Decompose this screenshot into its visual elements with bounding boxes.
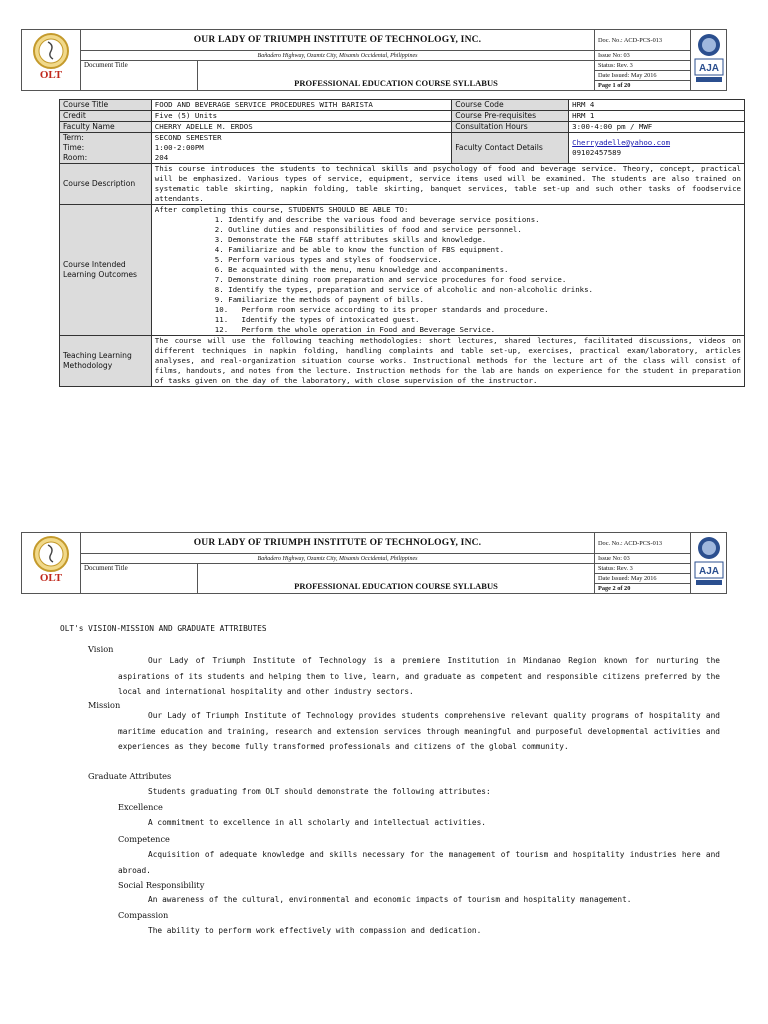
institution-address: Bañadero Highway, Ozamiz City, Misamis Occidental, Philippines [81,51,595,61]
learning-outcomes [151,205,744,336]
teaching-methodology: The course will use the following teaching methodologies: short lectures, shared lectures, facilitated discussions, videos on different techniques in napkin folding, handling complaints and table set-up, exercises, practical exam/laboratory, articles analyses, and real-organization situation course works. Instructional methods for the lecture art of the class will consist of films, handouts, and notes from the lecture. Instruction methods for the lab are hands on experience for the student in preparation of tasks given on the day of the laboratory, with close supervision of the instructor. [151,336,744,387]
prerequisites-label: Course Pre-requisites [452,111,569,122]
institution-name: OUR LADY OF TRIUMPH INSTITUTE OF TECHNOLOGY, INC. [81,30,595,51]
aja-badge-icon [694,32,724,84]
course-title: FOOD AND BEVERAGE SERVICE PROCEDURES WITH BARISTA [151,100,451,111]
document-title-label: Document Title [81,61,198,90]
learning-outcome-item: 2. Outline duties and responsibilities of food and service personnel. [214,225,522,234]
doc-number: Doc. No.: ACD-PCS-013 [595,30,691,51]
vision-text: Our Lady of Triumph Institute of Technology is a premiere Institution in Mindanao Region known for nurturing the aspirations of its students and helping them to live, learn, and graduate as competent and responsible citizens preferred by the local and international hospitality and other industry sectors. [118,656,720,696]
room: 204 [154,153,169,162]
learning-outcome-item: 3. Demonstrate the F&B staff attributes skills and knowledge. [214,235,487,244]
faculty-contact [569,133,745,164]
aja-badge-icon [694,535,724,587]
document-title-label: Document Title [81,564,198,593]
term: SECOND SEMESTER [154,133,222,142]
learning-outcome-item: 8. Identify the types, preparation and service of alcoholic and non-alcoholic drinks. [214,285,594,294]
faculty-name-label: Faculty Name [60,122,152,133]
vision-label: Vision [88,644,114,654]
course-description-label: Course Description [60,164,152,205]
section-title: OLT's VISION-MISSION AND GRADUATE ATTRIBUTES [60,624,267,633]
course-title-label: Course Title [60,100,152,111]
faculty-phone: 09102457589 [572,148,622,157]
consultation-hours-label: Consultation Hours [452,122,569,133]
learning-outcome-item: 9. Familiarize the methods of payment of bills. [214,295,424,304]
learning-outcome-item: 6. Be acquainted with the menu, menu knowledge and accompaniments. [214,265,509,274]
learning-outcomes-intro: After completing this course, STUDENTS SHOULD BE ABLE TO: [154,205,409,214]
status: Status: Rev. 3 [595,61,690,71]
issue-number: Issue No: 03 [598,52,630,59]
credit-label: Credit [60,111,152,122]
olt-logo-icon [26,31,76,85]
attribute-social-responsibility-text: An awareness of the cultural, environmental and economic impacts of tourism and hospitality management. [148,895,632,904]
teaching-methodology-label: Teaching Learning Methodology [60,336,152,387]
date-issued: Date Issued: May 2016 [595,71,690,81]
learning-outcome-item: 5. Perform various types and styles of foodservice. [214,255,442,264]
page-header-2 [21,532,727,594]
course-info-table [59,99,745,387]
olt-logo [22,30,81,91]
prerequisites: HRM 1 [569,111,745,122]
attribute-compassion-text: The ability to perform work effectively with compassion and dedication. [148,926,482,935]
aja-logo [691,533,727,594]
time: 1:00-2:00PM [154,143,204,152]
mission-label: Mission [88,700,121,710]
faculty-email-link[interactable]: Cherryadelle@yahoo.com [572,138,671,147]
mission-text: Our Lady of Triumph Institute of Technology provides students comprehensive relevant quality programs of hospitality and maritime education and training, research and extension services through meaningful and purposeful developmental activities and experiences as they become fully transformed professionals and citizens of the global community. [118,711,720,751]
page-number: Page 2 of 20 [598,585,631,592]
term-time-room [151,133,451,164]
institution-address: Bañadero Highway, Ozamiz City, Misamis Occidental, Philippines [81,554,595,564]
learning-outcomes-list [155,215,741,335]
svg-text:OLT: OLT [39,68,63,81]
course-description: This course introduces the students to technical skills and psychology of food and beverage service. Theory, concept, practical will be emphasized. Various types of service, equipment, service items used will be examined. The students are also trained on systematic table skirting, napkin folding, table skirting, banquet services, table set-up and such other tasks of foodservice attendants. [151,164,744,205]
olt-logo [22,533,81,594]
olt-logo-icon [26,534,76,588]
doc-number: Doc. No.: ACD-PCS-013 [595,533,691,554]
learning-outcome-item: 7. Demonstrate dining room preparation and service procedures for food service. [214,275,567,284]
learning-outcome-item: 11. Identify the types of intoxicated guest. [214,315,420,324]
credit: Five (5) Units [151,111,451,122]
aja-logo [691,30,727,91]
learning-outcome-item: 1. Identify and describe the various food and beverage service positions. [214,215,540,224]
graduate-attributes-intro: Students graduating from OLT should demonstrate the following attributes: [148,787,491,796]
svg-text:AJA: AJA [698,62,719,74]
faculty-name: CHERRY ADELLE M. ERDOS [151,122,451,133]
institution-name: OUR LADY OF TRIUMPH INSTITUTE OF TECHNOLOGY, INC. [81,533,595,554]
attribute-excellence-label: Excellence [118,802,163,812]
learning-outcomes-label: Course Intended Learning Outcomes [60,205,152,336]
course-code-label: Course Code [452,100,569,111]
svg-text:OLT: OLT [39,571,63,584]
attribute-competence-label: Competence [118,834,170,844]
learning-outcome-item: 4. Familiarize and be able to know the function of FBS equipment. [214,245,505,254]
document-title: PROFESSIONAL EDUCATION COURSE SYLLABUS [294,581,498,591]
document-title: PROFESSIONAL EDUCATION COURSE SYLLABUS [294,78,498,88]
status: Status: Rev. 3 [595,564,690,574]
term-time-room-label: Term: Time: Room: [60,133,152,164]
consultation-hours: 3:00-4:00 pm / MWF [569,122,745,133]
learning-outcome-item: 12. Perform the whole operation in Food and Beverage Service. [214,325,496,334]
attribute-excellence-text: A commitment to excellence in all scholarly and intellectual activities. [148,818,486,827]
learning-outcome-item: 10. Perform room service according to its proper standards and procedure. [214,305,549,314]
faculty-contact-label: Faculty Contact Details [452,133,569,164]
attribute-compassion-label: Compassion [118,910,169,920]
attribute-competence-text: Acquisition of adequate knowledge and skills necessary for the management of tourism and hospitality industries here and abroad. [118,850,720,875]
date-issued: Date Issued: May 2016 [595,574,690,584]
page-header [21,29,727,91]
attribute-social-responsibility-label: Social Responsibility [118,880,205,890]
issue-number: Issue No: 03 [598,555,630,562]
page-number: Page 1 of 20 [598,82,631,89]
graduate-attributes-label: Graduate Attributes [88,771,172,781]
svg-text:AJA: AJA [698,565,719,577]
course-code: HRM 4 [569,100,745,111]
